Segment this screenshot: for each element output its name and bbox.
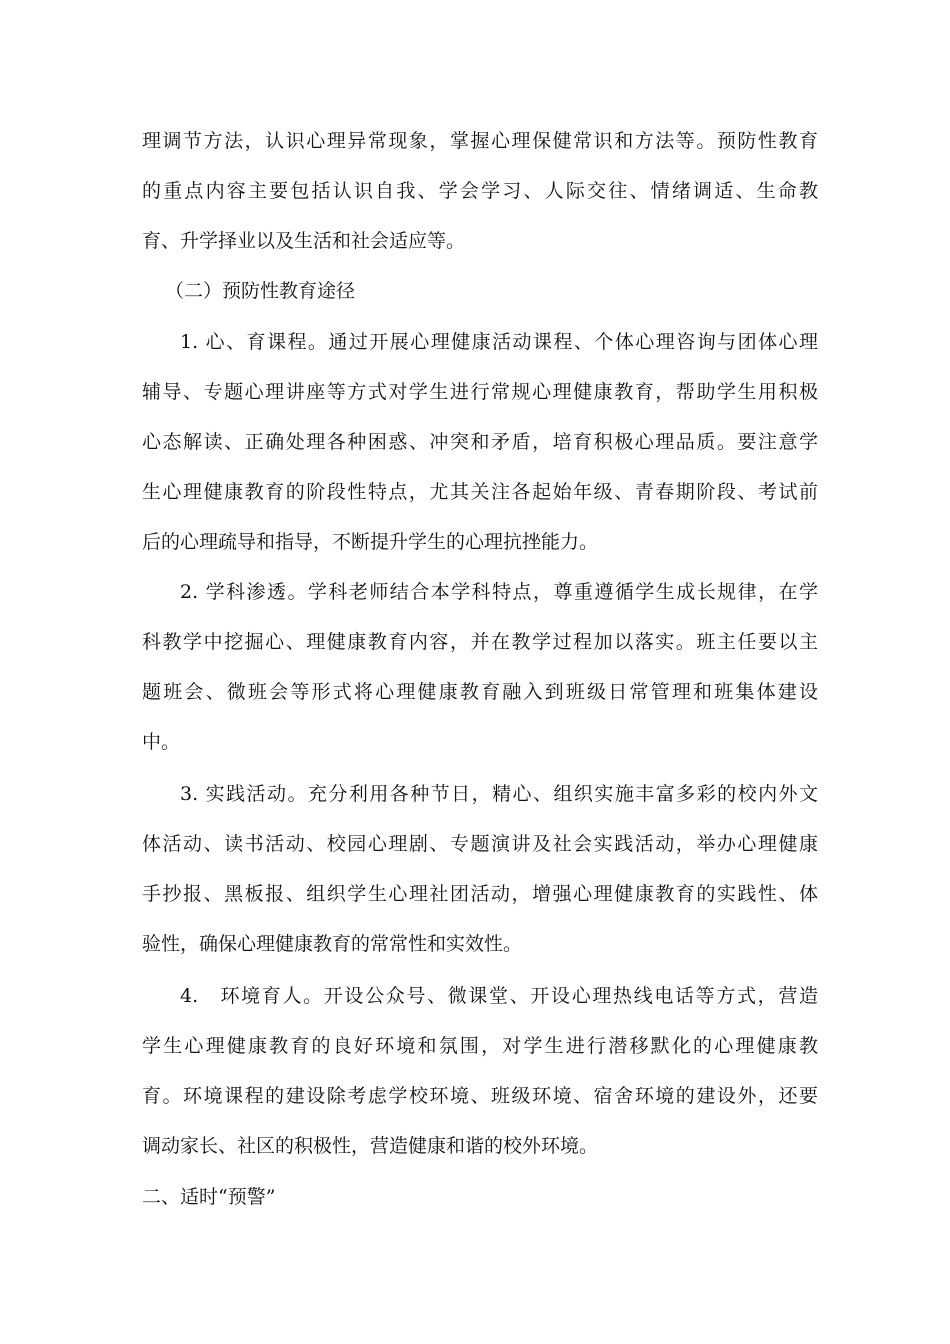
section-heading: （二）预防性教育途径 (165, 280, 356, 302)
paragraph-line: 1. 心、育课程。通过开展心理健康活动课程、个体心理咨询与团体心理 (180, 331, 818, 353)
paragraph-line: 理调节方法，认识心理异常现象，掌握心理保健常识和方法等。预防性教育 (142, 130, 818, 152)
paragraph-line: 育。环境课程的建设除考虑学校环境、班级环境、宿舍环境的建设外，还要 (142, 1085, 818, 1107)
paragraph-line: 辅导、专题心理讲座等方式对学生进行常规心理健康教育，帮助学生用积极 (142, 381, 818, 403)
paragraph-line: 题班会、微班会等形式将心理健康教育融入到班级日常管理和班集体建设 (142, 681, 818, 703)
paragraph-line: 生心理健康教育的阶段性特点，尤其关注各起始年级、青春期阶段、考试前 (142, 481, 818, 503)
paragraph-line: 4. 环境育人。开设公众号、微课堂、开设心理热线电话等方式，营造 (180, 985, 818, 1007)
paragraph-line: 3. 实践活动。充分利用各种节日，精心、组织实施丰富多彩的校内外文 (180, 783, 818, 805)
paragraph-line: 科教学中挖掘心、理健康教育内容，并在教学过程加以落实。班主任要以主 (142, 631, 818, 653)
paragraph-line: 2. 学科渗透。学科老师结合本学科特点，尊重遵循学生成长规律，在学 (180, 581, 818, 603)
paragraph-line: 的重点内容主要包括认识自我、学会学习、人际交往、情绪调适、生命教 (142, 180, 818, 202)
paragraph-line: 后的心理疏导和指导，不断提升学生的心理抗挫能力。 (142, 531, 599, 553)
section-heading: 二、适时“预警” (142, 1186, 276, 1208)
paragraph-line: 验性，确保心理健康教育的常常性和实效性。 (142, 933, 523, 955)
paragraph-line: 中。 (142, 731, 181, 753)
paragraph-line: 学生心理健康教育的良好环境和氛围，对学生进行潜移默化的心理健康教 (142, 1035, 818, 1057)
paragraph-line: 体活动、读书活动、校园心理剧、专题演讲及社会实践活动，举办心理健康 (142, 833, 818, 855)
paragraph-line: 手抄报、黑板报、组织学生心理社团活动，增强心理健康教育的实践性、体 (142, 883, 818, 905)
paragraph-line: 调动家长、社区的积极性，营造健康和谐的校外环境。 (142, 1135, 599, 1157)
paragraph-line: 育、升学择业以及生活和社会适应等。 (142, 230, 466, 252)
paragraph-line: 心态解读、正确处理各种困惑、冲突和矛盾，培育积极心理品质。要注意学 (142, 431, 818, 453)
